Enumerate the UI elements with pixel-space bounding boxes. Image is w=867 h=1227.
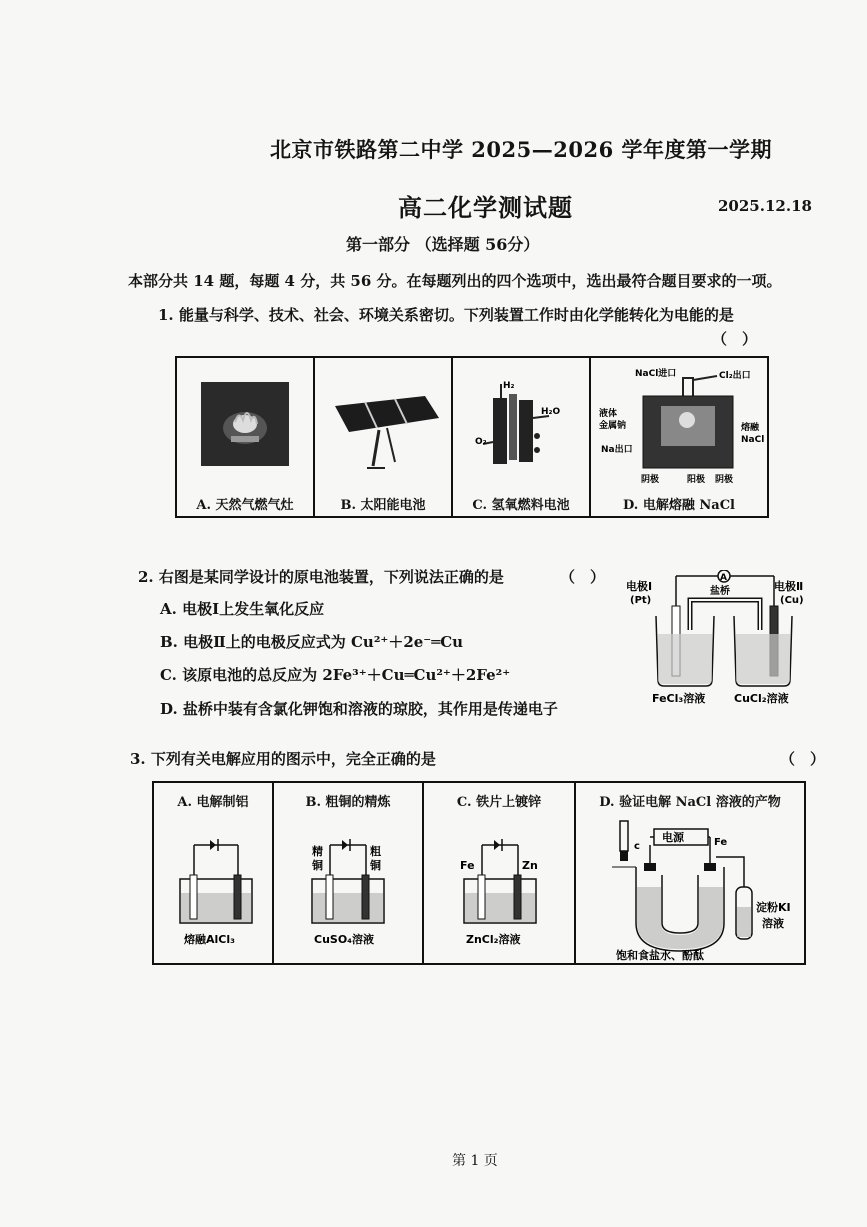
q2-option-c: C. 该原电池的总反应为 2Fe³⁺＋Cu═Cu²⁺＋2Fe²⁺ bbox=[160, 666, 511, 684]
ki-label-1: 淀粉KI bbox=[756, 901, 791, 914]
q3-stem: 3. 下列有关电解应用的图示中，完全正确的是 bbox=[130, 750, 436, 768]
electrode2-material: (Cu) bbox=[780, 595, 804, 606]
q3-option-a-label: A. 电解制铝 bbox=[177, 795, 249, 810]
q3c-fe-label: Fe bbox=[460, 859, 475, 872]
q3d-bottom-label: 饱和食盐水、酚酞 bbox=[616, 949, 704, 962]
nacl-electrolysis-utube-image bbox=[576, 783, 804, 963]
ammeter-label: A bbox=[720, 573, 727, 583]
part-heading: 第一部分 （选择题 56分） bbox=[346, 235, 540, 254]
d-liquid-label: 液体 bbox=[599, 409, 618, 419]
q2-option-b: B. 电极Ⅱ上的电极反应式为 Cu²⁺＋2e⁻═Cu bbox=[160, 633, 464, 651]
part-intro: 本部分共 14 题，每题 4 分，共 56 分。在每题列出的四个选项中，选出最符合题目要求的一项。 bbox=[128, 272, 782, 290]
q3-option-a bbox=[153, 782, 273, 964]
right-solution-label: CuCl₂溶液 bbox=[734, 692, 789, 705]
q1-option-a bbox=[176, 357, 314, 517]
d-nacl-in-label: NaCl进口 bbox=[635, 369, 677, 379]
electrolysis-aluminum-image bbox=[154, 783, 272, 963]
electrode2-label: 电极Ⅱ bbox=[774, 580, 804, 593]
q2-option-a: A. 电极Ⅰ上发生氧化反应 bbox=[160, 600, 325, 618]
salt-bridge-label: 盐桥 bbox=[710, 586, 730, 597]
electrode1-label: 电极Ⅰ bbox=[626, 580, 653, 593]
q1-option-a-label: A. 天然气燃气灶 bbox=[196, 498, 294, 513]
q1-option-b-label: B. 太阳能电池 bbox=[340, 498, 426, 513]
q3b-right-label-2: 铜 bbox=[370, 859, 381, 872]
q3-option-d bbox=[575, 782, 805, 964]
d-nacl-label: NaCl bbox=[741, 435, 765, 445]
q1-stem: 1. 能量与科学、技术、社会、环境关系密切。下列装置工作时由化学能转化为电能的是 bbox=[158, 306, 734, 324]
q3b-left-label-2: 铜 bbox=[312, 859, 323, 872]
d-cathode-label: 阴极 bbox=[641, 475, 660, 485]
q3-option-table bbox=[152, 781, 806, 965]
school-title: 北京市铁路第二中学 2025—2026 学年度第一学期 bbox=[270, 137, 773, 162]
d-cathode2-label: 阴极 bbox=[715, 475, 734, 485]
d-na-out-label: Na出口 bbox=[601, 445, 633, 455]
q2-stem: 2. 右图是某同学设计的原电池装置，下列说法正确的是 bbox=[138, 568, 504, 586]
copper-refining-image bbox=[274, 783, 422, 963]
q3-option-d-label: D. 验证电解 NaCl 溶液的产物 bbox=[599, 795, 781, 810]
q3b-solution-label: CuSO₄溶液 bbox=[314, 933, 374, 946]
q3d-c-label: c bbox=[634, 841, 640, 852]
q3d-fe-label: Fe bbox=[714, 837, 728, 848]
q3-option-b-label: B. 粗铜的精炼 bbox=[305, 795, 391, 810]
q1-option-table bbox=[175, 356, 769, 518]
q3c-solution-label: ZnCl₂溶液 bbox=[466, 933, 521, 946]
electrode1-material: (Pt) bbox=[630, 595, 652, 606]
q3c-zn-label: Zn bbox=[522, 859, 538, 872]
q3-option-c bbox=[423, 782, 575, 964]
q3b-right-label-1: 粗 bbox=[370, 845, 381, 858]
q3-option-b bbox=[273, 782, 423, 964]
zinc-plating-image bbox=[424, 783, 574, 963]
fuel-cell-h2o-label: H₂O bbox=[541, 407, 561, 417]
exam-title: 高二化学测试题 bbox=[398, 193, 573, 222]
d-anode-label: 阳极 bbox=[687, 475, 706, 485]
fuel-cell-o2-label: O₂ bbox=[475, 437, 487, 447]
d-molten-label: 熔融 bbox=[741, 423, 760, 433]
solar-panel-image bbox=[315, 358, 451, 488]
q1-answer-paren: （ ） bbox=[712, 330, 758, 348]
q3-answer-paren: （ ） bbox=[780, 750, 826, 768]
power-label: 电源 bbox=[662, 831, 684, 844]
q1-option-c-label: C. 氢氧燃料电池 bbox=[472, 498, 570, 513]
page-number: 第 1 页 bbox=[452, 1153, 498, 1169]
electrolysis-nacl-image bbox=[591, 358, 767, 488]
q1-option-c bbox=[452, 357, 590, 517]
d-metal-label: 金属钠 bbox=[599, 421, 627, 431]
q1-option-b bbox=[314, 357, 452, 517]
gas-stove-image bbox=[177, 358, 313, 488]
q1-option-d-label: D. 电解熔融 NaCl bbox=[623, 498, 735, 513]
q3-option-c-label: C. 铁片上镀锌 bbox=[456, 795, 542, 810]
fuel-cell-h2-label: H₂ bbox=[503, 381, 515, 391]
d-cl2-out-label: Cl₂出口 bbox=[719, 371, 751, 381]
q1-option-d bbox=[590, 357, 768, 517]
q2-answer-paren: （ ） bbox=[560, 568, 606, 586]
left-solution-label: FeCl₃溶液 bbox=[652, 692, 706, 705]
q3a-solution-label: 熔融AlCl₃ bbox=[184, 933, 235, 946]
fuel-cell-image bbox=[453, 358, 589, 488]
ki-label-2: 溶液 bbox=[762, 917, 784, 930]
galvanic-cell-diagram bbox=[618, 570, 828, 710]
exam-date: 2025.12.18 bbox=[718, 197, 812, 215]
q3b-left-label-1: 精 bbox=[312, 845, 323, 858]
q2-option-d: D. 盐桥中装有含氯化钾饱和溶液的琼胶，其作用是传递电子 bbox=[160, 700, 558, 718]
